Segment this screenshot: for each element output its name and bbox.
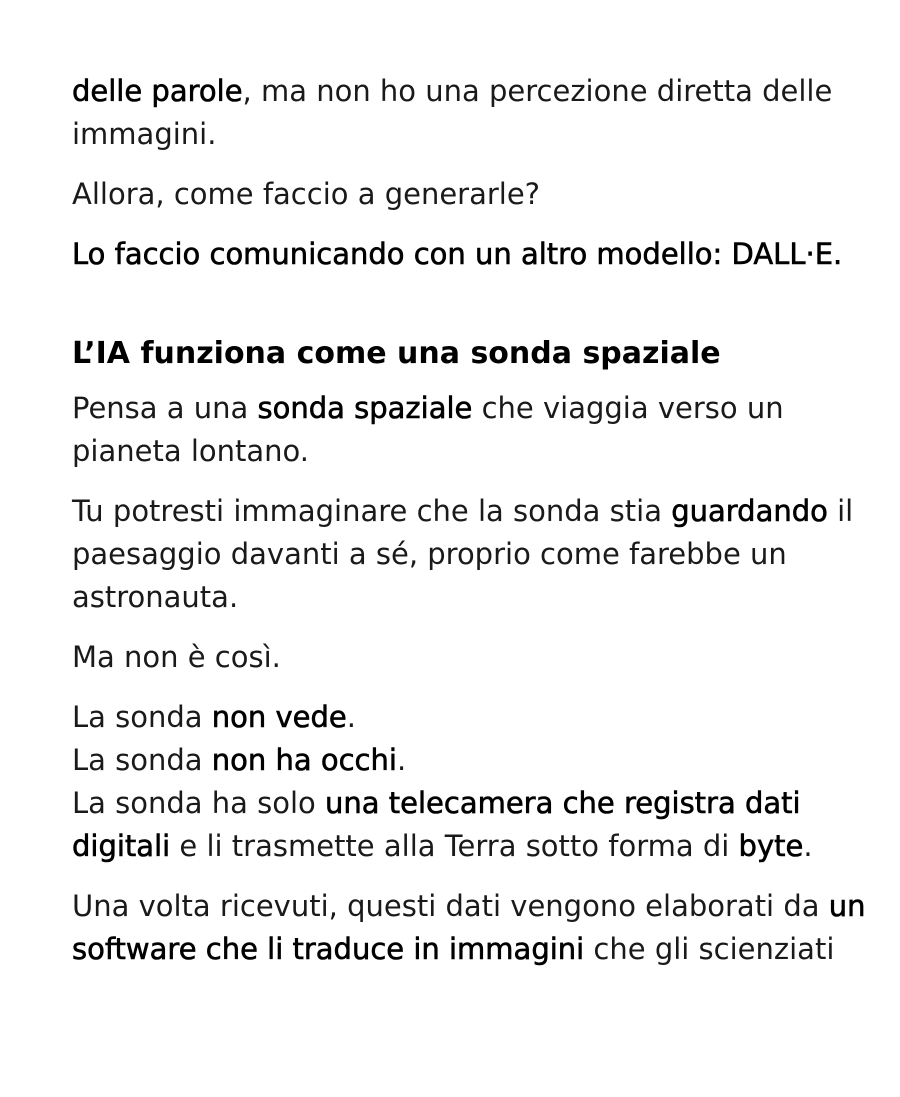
paragraph-software (72, 885, 872, 971)
paragraph-probe-facts (72, 696, 872, 868)
paragraph-question: Allora, come faccio a generarle? (72, 177, 541, 211)
text-segment: che viaggia verso un pianeta lontano. (72, 391, 784, 468)
paragraph-not-so: Ma non è così. (72, 640, 281, 674)
text-segment: . (346, 700, 356, 734)
page-content (72, 70, 872, 988)
text-segment: il paesaggio davanti a sé, proprio come farebbe un astronauta. (72, 494, 854, 614)
text-segment: che gli scienziati (584, 932, 835, 966)
text-segment: La sonda (72, 700, 212, 734)
text-segment: La sonda (72, 743, 212, 777)
paragraph-perception (72, 70, 872, 156)
text-segment: . (803, 829, 813, 863)
text-segment: . (396, 743, 407, 777)
emphasis-byte: byte (738, 829, 804, 863)
section-heading: L’IA funziona come una sonda spaziale (72, 336, 721, 371)
emphasis-software: un software che li traduce in immagini (72, 889, 866, 966)
emphasis-non-ha-occhi: non ha occhi (211, 743, 397, 777)
text-segment: Tu potresti immaginare che la sonda stia (72, 494, 672, 528)
emphasis-sonda-spaziale: sonda spaziale (257, 391, 473, 425)
text-segment: e li trasmette alla Terra sotto forma di (170, 829, 739, 863)
paragraph-dalle: Lo faccio comunicando con un altro modello: DALL·E. (72, 237, 843, 271)
paragraph-probe-intro (72, 387, 872, 473)
text-segment: Pensa a una (72, 391, 258, 425)
emphasis-telecamera: una telecamera che registra dati digitali (72, 786, 801, 863)
text-segment: La sonda ha solo (72, 786, 326, 820)
paragraph-probe-looking (72, 490, 872, 619)
emphasis-guardando: guardando (671, 494, 828, 528)
emphasis-non-vede: non vede (211, 700, 347, 734)
text-segment: , ma non ho una percezione diretta delle immagini. (72, 74, 833, 151)
emphasis-delle-parole: delle parole (72, 74, 243, 108)
text-segment: Una volta ricevuti, questi dati vengono elaborati da (72, 889, 829, 923)
